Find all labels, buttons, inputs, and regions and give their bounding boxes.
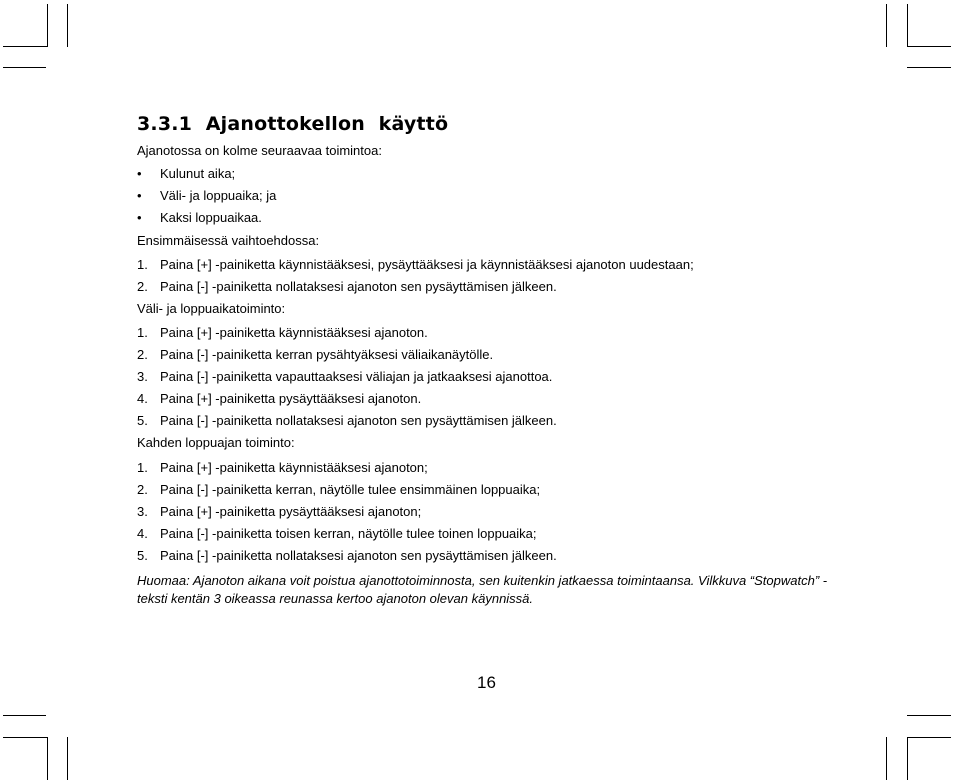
list-number: 2.	[137, 347, 148, 362]
list-number: 4.	[137, 391, 148, 406]
list-number: 5.	[137, 548, 148, 563]
crop-mark	[67, 4, 68, 47]
list-item: Paina [-] -painiketta toisen kerran, näytölle tulee toinen loppuaika;	[160, 526, 537, 541]
bullet-item: Kaksi loppuaikaa.	[160, 210, 262, 225]
crop-mark	[47, 4, 48, 47]
list-number: 5.	[137, 413, 148, 428]
list-number: 3.	[137, 369, 148, 384]
bullet-item: Väli- ja loppuaika; ja	[160, 188, 277, 203]
crop-mark	[907, 715, 951, 716]
subsection-title: Kahden loppuajan toiminto:	[137, 435, 295, 450]
crop-mark	[907, 67, 951, 68]
list-number: 1.	[137, 257, 148, 272]
crop-mark	[907, 737, 908, 780]
list-item: Paina [-] -painiketta nollataksesi ajanoton sen pysäyttämisen jälkeen.	[160, 413, 557, 428]
bullet-symbol: •	[137, 188, 142, 203]
crop-mark	[886, 737, 887, 780]
bullet-symbol: •	[137, 166, 142, 181]
list-item: Paina [+] -painiketta käynnistääksesi ajanoton.	[160, 325, 428, 340]
list-item: Paina [+] -painiketta käynnistääksesi, pysäyttääksesi ja käynnistääksesi ajanoton uudestaan;	[160, 257, 694, 272]
list-number: 1.	[137, 325, 148, 340]
list-item: Paina [-] -painiketta nollataksesi ajanoton sen pysäyttämisen jälkeen.	[160, 548, 557, 563]
subsection-title: Ensimmäisessä vaihtoehdossa:	[137, 233, 320, 248]
crop-mark	[907, 4, 908, 47]
list-number: 3.	[137, 504, 148, 519]
list-item: Paina [-] -painiketta kerran, näytölle tulee ensimmäinen loppuaika;	[160, 482, 541, 497]
list-number: 2.	[137, 279, 148, 294]
crop-mark	[3, 67, 46, 68]
bullet-item: Kulunut aika;	[160, 166, 236, 181]
crop-mark	[907, 737, 951, 738]
section-heading: 3.3.1 Ajanottokellon käyttö	[137, 113, 449, 135]
crop-mark	[907, 46, 951, 47]
list-number: 2.	[137, 482, 148, 497]
crop-mark	[67, 737, 68, 780]
subsection-title: Väli- ja loppuaikatoiminto:	[137, 301, 286, 316]
bullet-symbol: •	[137, 210, 142, 225]
list-item: Paina [-] -painiketta kerran pysähtyäksesi väliaikanäytölle.	[160, 347, 494, 362]
list-item: Paina [-] -painiketta vapauttaaksesi väliajan ja jatkaaksesi ajanottoa.	[160, 369, 553, 384]
list-number: 1.	[137, 460, 148, 475]
crop-mark	[3, 737, 48, 738]
list-item: Paina [+] -painiketta pysäyttääksesi ajanoton;	[160, 504, 422, 519]
crop-mark	[886, 4, 887, 47]
list-number: 4.	[137, 526, 148, 541]
list-item: Paina [+] -painiketta käynnistääksesi ajanoton;	[160, 460, 428, 475]
list-item: Paina [+] -painiketta pysäyttääksesi ajanoton.	[160, 391, 422, 406]
intro-text: Ajanotossa on kolme seuraavaa toimintoa:	[137, 143, 382, 158]
note-text: Huomaa: Ajanoton aikana voit poistua ajanottotoiminnosta, sen kuitenkin jatkaessa toimintaansa. Vilkkuva “Stopwatch” -teksti kentän 3 oikeassa reunassa kertoo ajanoton olevan käynnissä.	[137, 573, 828, 606]
crop-mark	[47, 737, 48, 780]
crop-mark	[3, 46, 48, 47]
crop-mark	[3, 715, 46, 716]
page-number: 16	[477, 673, 496, 692]
list-item: Paina [-] -painiketta nollataksesi ajanoton sen pysäyttämisen jälkeen.	[160, 279, 557, 294]
